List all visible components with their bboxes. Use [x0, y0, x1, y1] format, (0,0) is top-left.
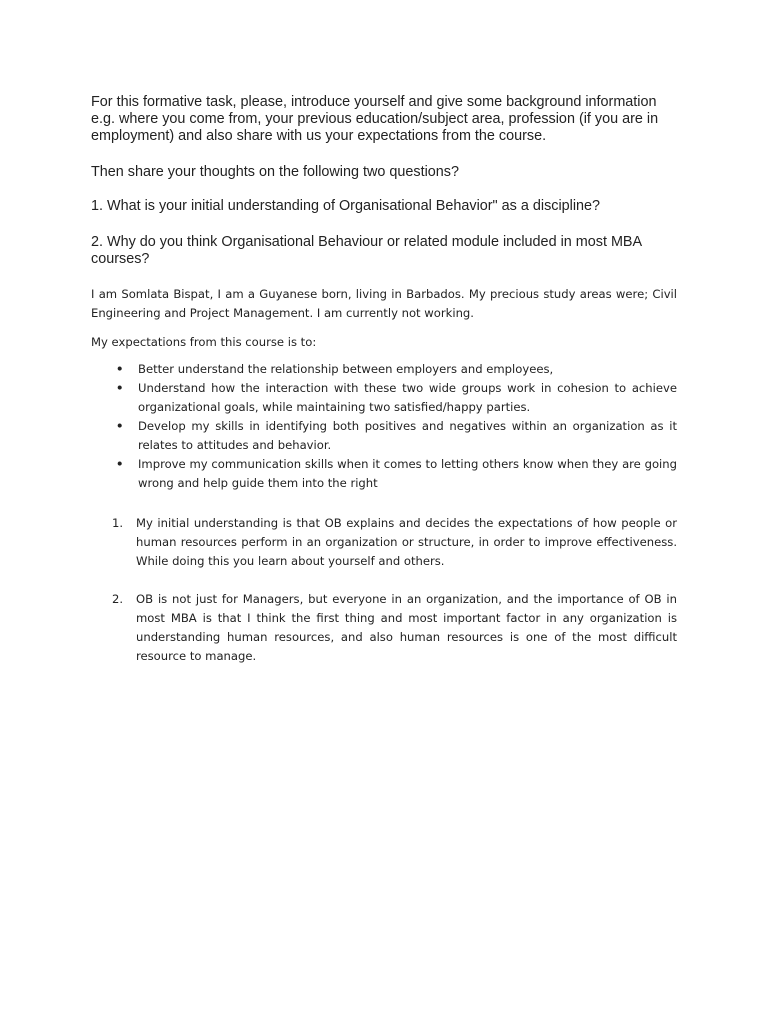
list-item-text: Understand how the interaction with these two wide groups work in cohesion to achieve organizational goals, while maintaining two satisfied/happy parties. — [138, 381, 677, 414]
expectations-heading: My expectations from this course is to: — [91, 335, 317, 349]
answer-text: OB is not just for Managers, but everyone in an organization, and the importance of OB in most MBA is that I think the first thing and most important factor in any organization is understanding human resources, and also human resources is one of the most difficult resource to manage. — [136, 592, 677, 663]
prompt-share: Then share your thoughts on the following two questions? — [91, 164, 459, 180]
answer-number: 1. — [112, 516, 124, 530]
list-item-text: Develop my skills in identifying both positives and negatives within an organization as it relates to attitudes and behavior. — [138, 419, 677, 452]
prompt-question-2: 2. Why do you think Organisational Behaviour or related module included in most MBA courses? — [91, 234, 642, 267]
answer-intro: I am Somlata Bispat, I am a Guyanese born, living in Barbados. My precious study areas were; Civil Engineering and Project Management. I am currently not working. — [91, 287, 677, 320]
bullet-icon: • — [116, 457, 124, 471]
bullet-icon: • — [116, 381, 124, 395]
prompt-question-1: 1. What is your initial understanding of Organisational Behavior" as a discipline? — [91, 198, 601, 214]
answer-1 — [91, 514, 677, 571]
bullet-icon: • — [116, 419, 124, 433]
answer-text: My initial understanding is that OB explains and decides the expectations of how people or human resources perform in an organization or structure, in order to improve effectiveness. While doing this you learn about yourself and others. — [136, 516, 677, 568]
expectations-list — [91, 360, 677, 493]
list-item-text: Improve my communication skills when it comes to letting others know when they are going wrong and help guide them into the right — [138, 457, 677, 490]
list-item — [91, 455, 677, 493]
list-item-text: Better understand the relationship between employers and employees, — [138, 362, 554, 376]
answer-number: 2. — [112, 592, 124, 606]
list-item — [91, 417, 677, 455]
prompt-intro: For this formative task, please, introduce yourself and give some background information e.g. where you come from, your previous education/subject area, profession (if you are in employment) and also share with us your expectations from the course. — [91, 94, 659, 144]
list-item — [91, 360, 677, 379]
answer-2 — [91, 590, 677, 666]
list-item — [91, 379, 677, 417]
bullet-icon: • — [116, 362, 124, 376]
